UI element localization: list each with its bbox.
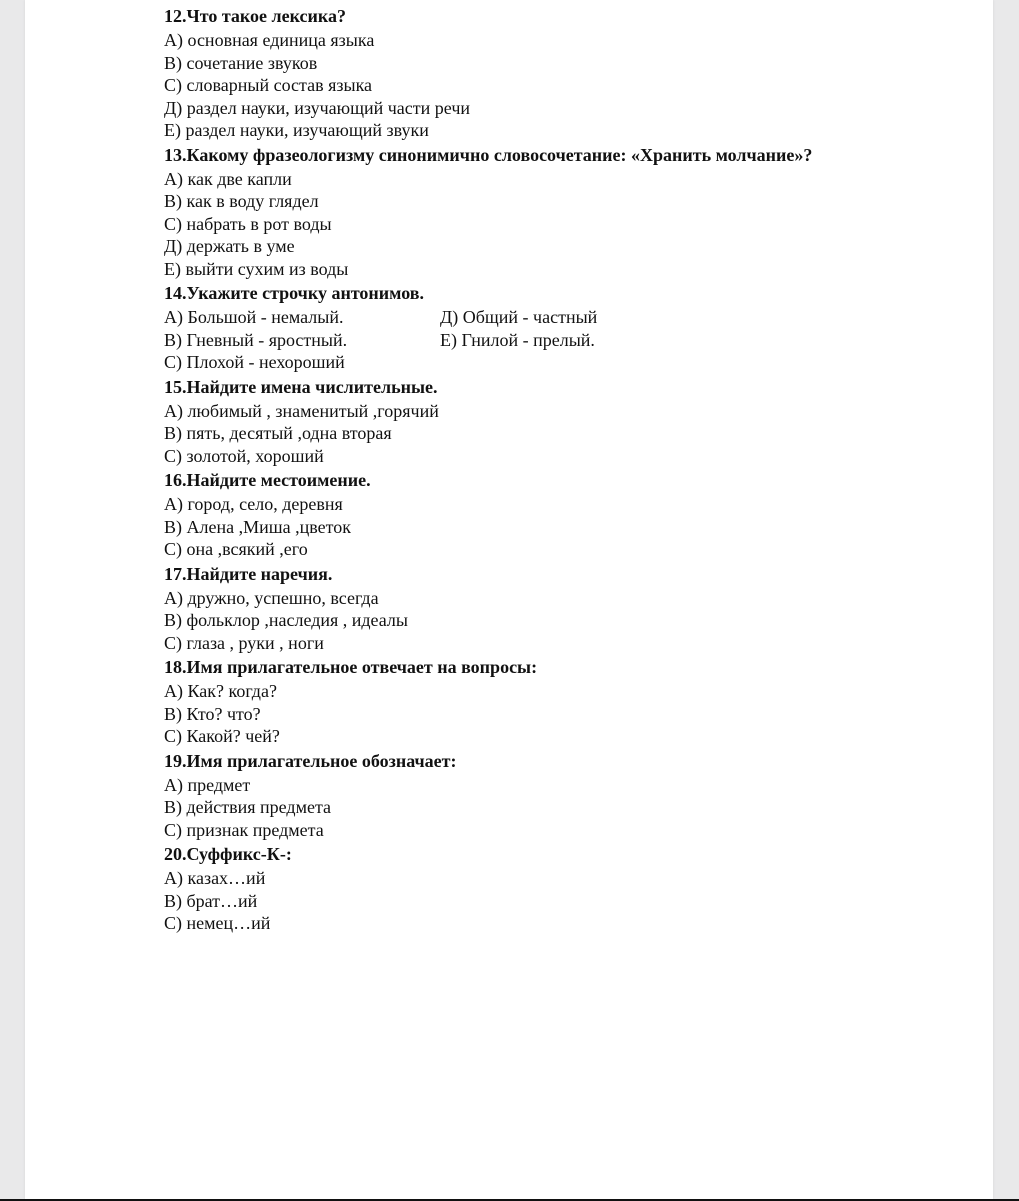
answer-option: Е) выйти сухим из воды <box>164 258 349 279</box>
answer-option: С) признак предмета <box>164 819 324 840</box>
answer-option: С) словарный состав языка <box>164 75 373 95</box>
question-20 <box>164 843 964 935</box>
question-title: 17.Найдите наречия. <box>164 563 333 584</box>
answer-option: В) брат…ий <box>164 890 258 911</box>
question-title: 20.Суффикс-К-: <box>164 844 292 864</box>
answer-option: А) дружно, успешно, всегда <box>164 587 379 608</box>
answer-option: В) фольклор ,наследия , идеалы <box>164 610 408 630</box>
question-15 <box>164 376 964 468</box>
answer-option: А) Как? когда? <box>164 681 277 701</box>
question-18 <box>164 656 964 748</box>
answer-row <box>164 329 964 352</box>
answer-option: Д) раздел науки, изучающий части речи <box>164 97 470 118</box>
answer-option: А) любимый , знаменитый ,горячий <box>164 400 439 421</box>
answer-row <box>164 306 964 329</box>
question-title: 19.Имя прилагательное обозначает: <box>164 750 457 771</box>
question-17 <box>164 563 964 655</box>
quiz-content <box>164 4 964 937</box>
question-title: 15.Найдите имена числительные. <box>164 376 438 397</box>
answer-row <box>164 351 964 374</box>
answer-option: А) казах…ий <box>164 868 266 888</box>
question-19 <box>164 750 964 842</box>
answer-option: С) Какой? чей? <box>164 726 280 746</box>
answer-option: В) Кто? что? <box>164 703 261 724</box>
question-title: 13.Какому фразеологизму синонимично словосочетание: «Хранить молчание»? <box>164 144 813 165</box>
answer-option: Е) раздел науки, изучающий звуки <box>164 120 429 140</box>
answer-option: А) город, село, деревня <box>164 494 343 514</box>
question-14 <box>164 282 964 374</box>
answer-option: Д) держать в уме <box>164 236 295 256</box>
question-title: 12.Что такое лексика? <box>164 6 346 26</box>
answer-option: А) основная единица языка <box>164 30 375 50</box>
answer-option: Д) Общий - частный <box>440 307 598 327</box>
question-title: 16.Найдите местоимение. <box>164 470 371 490</box>
answer-option: А) Большой - немалый. <box>164 307 344 327</box>
answer-option: С) глаза , руки , ноги <box>164 632 324 653</box>
question-title: 18.Имя прилагательное отвечает на вопросы: <box>164 657 538 677</box>
answer-option: А) предмет <box>164 774 251 795</box>
answer-option: В) сочетание звуков <box>164 52 318 73</box>
answer-option: В) пять, десятый ,одна вторая <box>164 423 392 443</box>
answer-option: С) золотой, хороший <box>164 445 324 466</box>
document-page <box>25 0 993 1199</box>
question-title: 14.Укажите строчку антонимов. <box>164 283 424 303</box>
answer-option: В) Алена ,Миша ,цветок <box>164 516 351 537</box>
answer-option: С) немец…ий <box>164 913 271 933</box>
answer-option: С) Плохой - нехороший <box>164 352 345 372</box>
question-16 <box>164 469 964 561</box>
question-13 <box>164 144 964 281</box>
answer-option: С) набрать в рот воды <box>164 213 332 234</box>
answer-option: В) Гневный - яростный. <box>164 329 348 350</box>
answer-option: В) действия предмета <box>164 797 332 817</box>
answer-option: А) как две капли <box>164 168 292 189</box>
answer-option: С) она ,всякий ,его <box>164 539 308 559</box>
answer-option: В) как в воду глядел <box>164 191 319 211</box>
answer-option: Е) Гнилой - прелый. <box>440 329 595 350</box>
question-12 <box>164 5 964 142</box>
